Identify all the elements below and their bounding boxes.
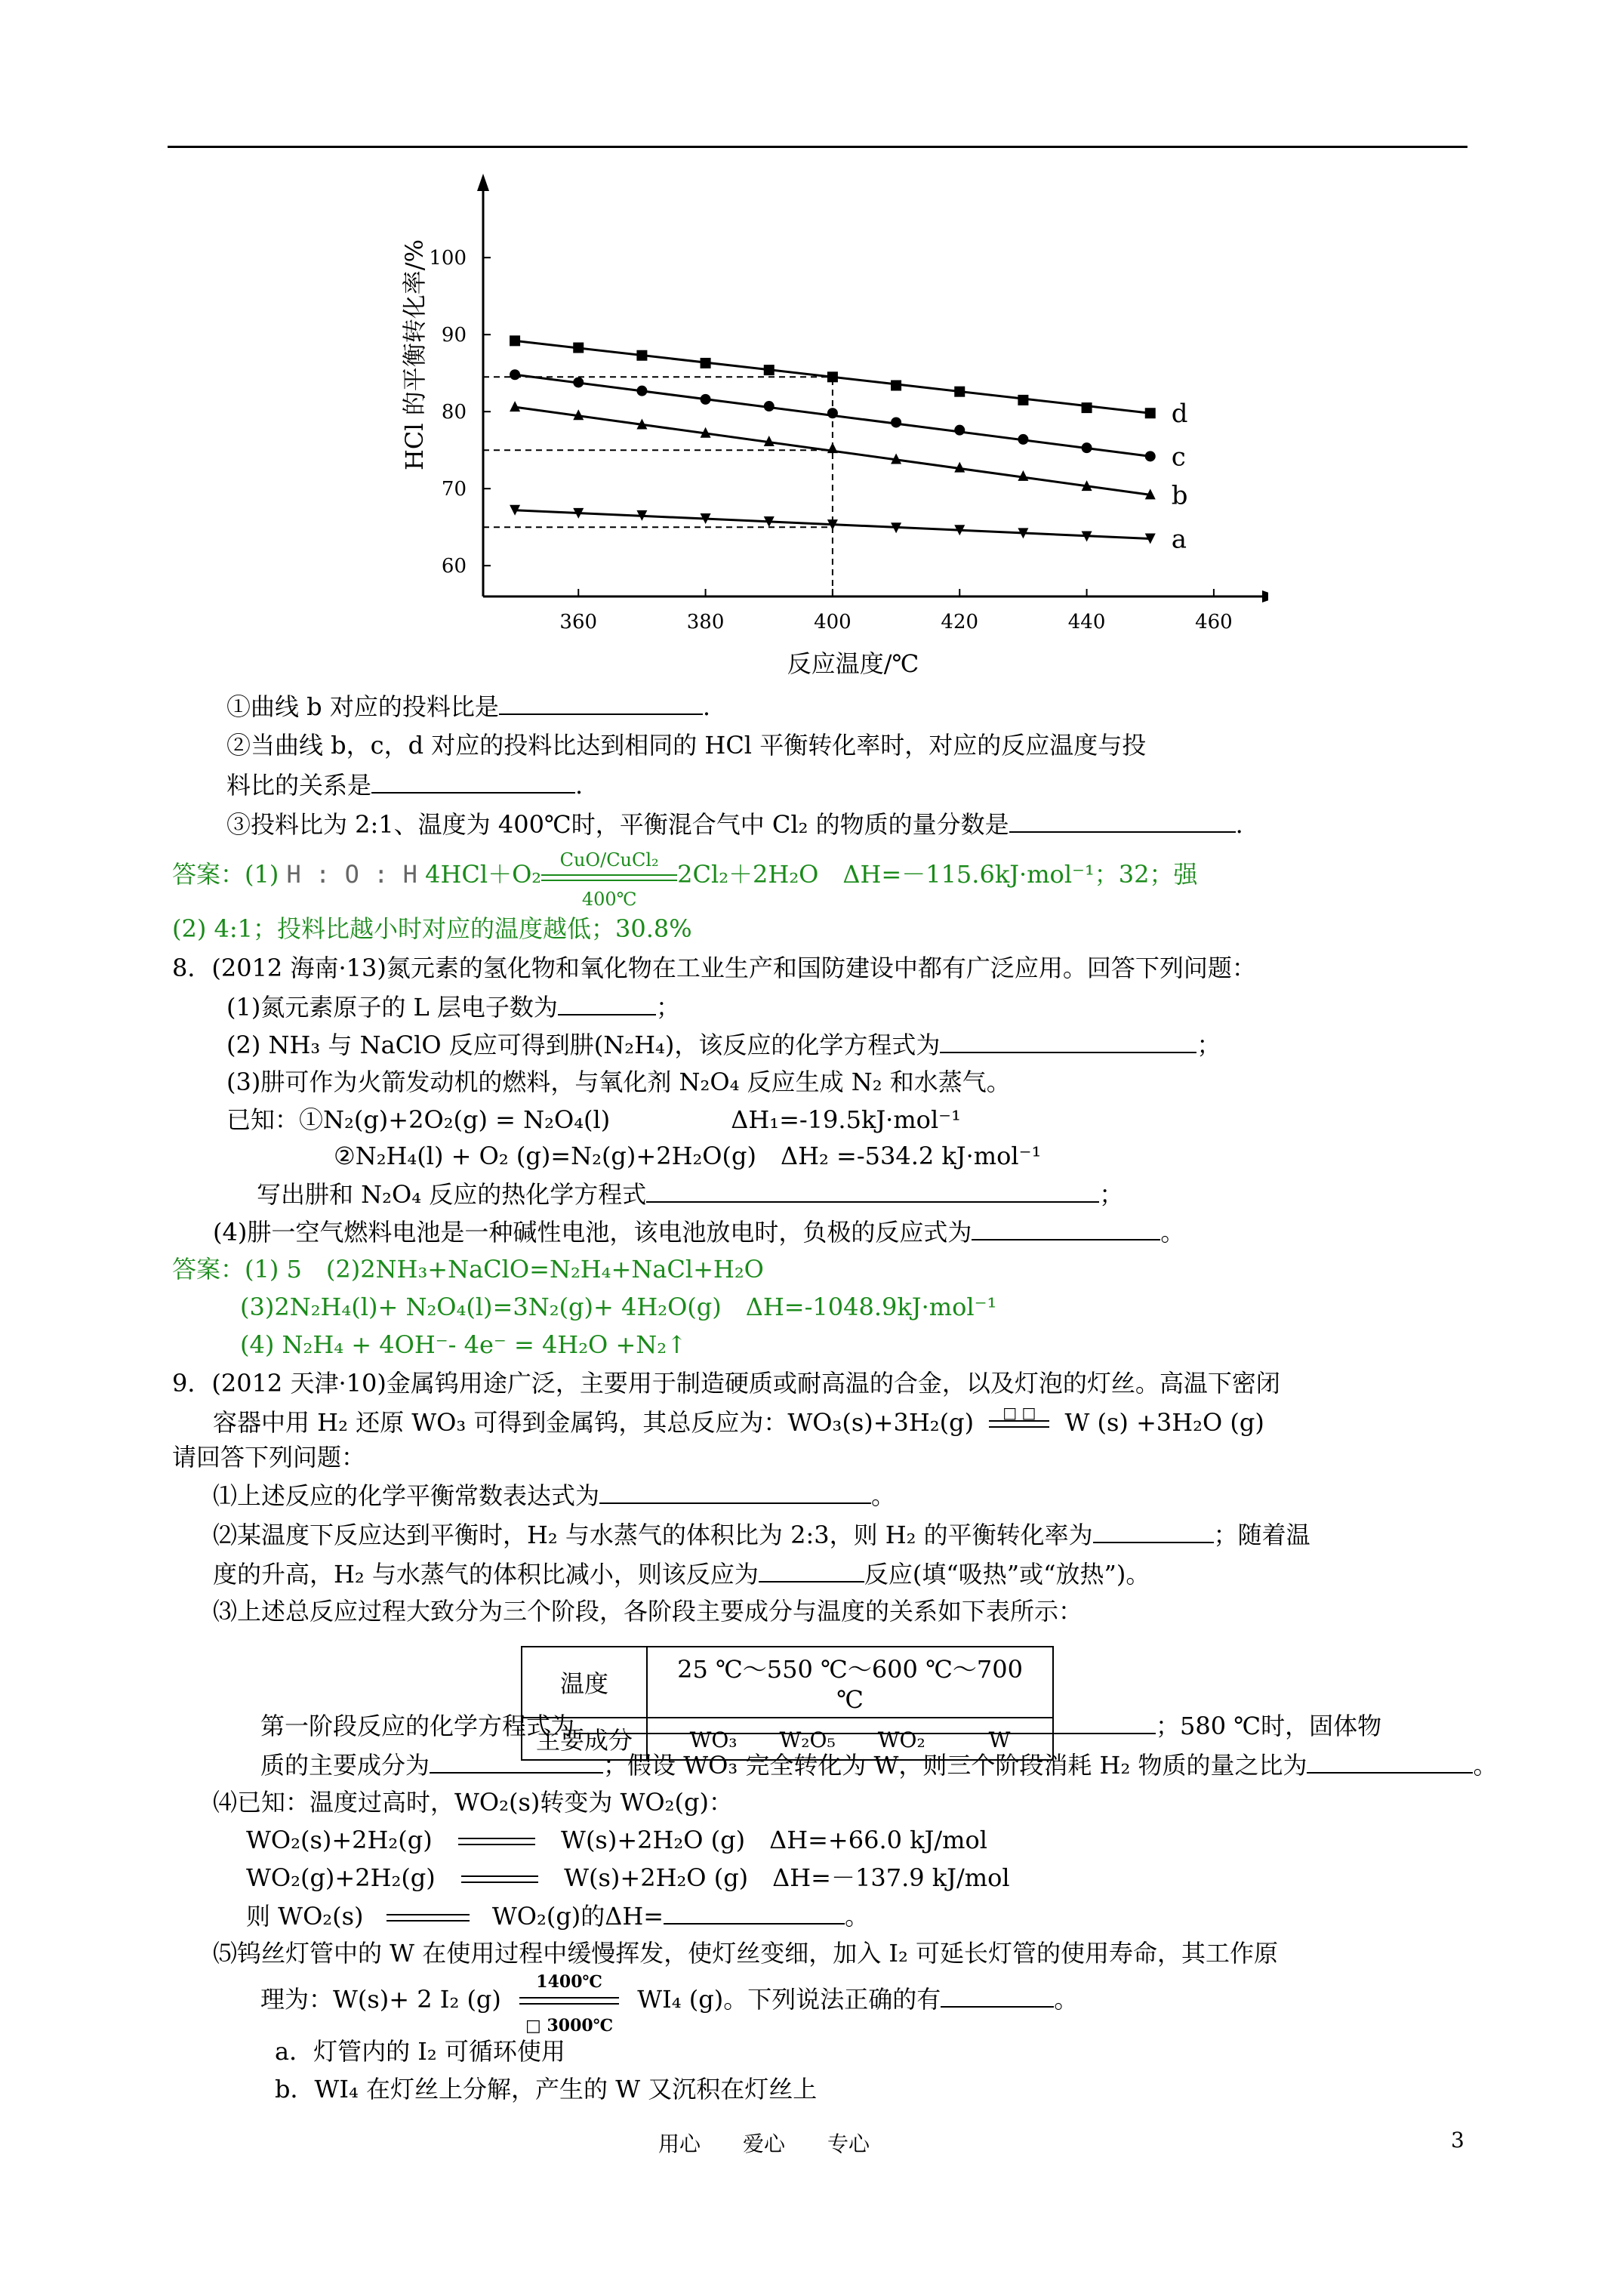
- question-7-b2b: [226, 769, 583, 800]
- question-8-3: (3)肼可作为火箭发动机的燃料，与氧化剂 N₂O₄ 反应生成 N₂ 和水蒸气。: [226, 1068, 1011, 1096]
- data-point-c: [573, 377, 584, 387]
- answer-blank[interactable]: [759, 1558, 864, 1583]
- answer-blank[interactable]: [499, 691, 703, 715]
- data-point-d: [1145, 408, 1156, 418]
- option-b: b．WI₄ 在灯丝上分解，产生的 W 又沉积在灯丝上: [275, 2075, 818, 2103]
- y-axis-arrow: [477, 174, 489, 191]
- punct: .: [1235, 810, 1243, 839]
- y-axis-label: HCl 的平衡转化率/%: [400, 239, 429, 470]
- chart-ticks: [429, 247, 1232, 633]
- answer-7-line1: [172, 849, 1198, 910]
- question-text: 料比的关系是: [226, 771, 372, 800]
- x-tick-label: 380: [686, 611, 725, 633]
- footer-motto: 用心 爱心 专心: [658, 2131, 870, 2156]
- question-8-known1: 已知：①N₂(g)+2O₂(g) = N₂O₄(l) ΔH₁=-19.5kJ·mol⁻¹: [226, 1105, 961, 1134]
- question-9-2a: ⑵某温度下反应达到平衡时，H₂ 与水蒸气的体积比为 2:3，则 H₂ 的平衡转化率为 ；随着温: [213, 1521, 1310, 1549]
- data-point-d: [636, 350, 647, 361]
- answer-7-line2: (2) 4:1；投料比越小时对应的温度越低；30.8%: [172, 914, 692, 943]
- equilibrium-arrow: [371, 1903, 485, 1934]
- question-8-write: 写出肼和 N₂O₄ 反应的热化学方程式 ；: [257, 1180, 1124, 1209]
- answer-blank[interactable]: [972, 1216, 1160, 1240]
- equilibrium-arrow: □ □: [981, 1410, 1057, 1440]
- data-point-d: [510, 335, 520, 346]
- data-point-b: [1018, 470, 1028, 481]
- x-tick-label: 440: [1067, 611, 1106, 633]
- answer-blank[interactable]: [1093, 1519, 1214, 1543]
- question-9-4: ⑷已知：温度过高时，WO₂(s)转变为 WO₂(g)：: [213, 1788, 733, 1817]
- reaction-condition: CuO/CuCl₂ 400℃: [541, 861, 677, 892]
- answer-blank[interactable]: [1009, 809, 1236, 833]
- answer-blank[interactable]: [646, 1179, 1099, 1203]
- data-point-d: [954, 387, 965, 397]
- data-point-d: [573, 343, 584, 353]
- table-row: [522, 1647, 1053, 1718]
- equilibrium-arrow: [443, 1865, 556, 1895]
- table-cell: WO₃ W₂O₅ WO₂ W: [647, 1718, 1053, 1760]
- question-9-title: 9．(2012 天津·10)金属钨用途广泛，主要用于制造硬质或耐高温的合金，以及灯泡的灯丝。高温下密闭: [172, 1369, 1280, 1398]
- question-text: ①曲线 b 对应的投料比是: [226, 692, 499, 721]
- question-7-b3: [226, 809, 1243, 840]
- question-9-1: ⑴上述反应的化学平衡常数表达式为 。: [213, 1481, 896, 1510]
- reaction-condition-arrow: $\frac{1400℃}{□ 3000℃}$: [509, 1986, 630, 2017]
- answer-blank[interactable]: [599, 1480, 871, 1504]
- data-point-b: [510, 401, 520, 411]
- data-point-c: [1018, 434, 1028, 445]
- series-label-b: b: [1171, 480, 1188, 511]
- table-cell: 温度: [522, 1647, 647, 1718]
- y-tick-label: 70: [441, 478, 467, 501]
- question-8-1: (1)氮元素原子的 L 层电子数为 ；: [226, 993, 680, 1022]
- data-point-c: [636, 386, 647, 396]
- answer-label: 答案：(1): [172, 860, 279, 889]
- punct: .: [575, 771, 584, 800]
- data-point-d: [891, 381, 901, 391]
- data-point-c: [701, 394, 711, 405]
- data-point-d: [701, 358, 711, 368]
- punct: .: [702, 692, 711, 721]
- question-8-2: (2) NH₃ 与 NaClO 反应可得到肼(N₂H₄)，该反应的化学方程式为 ；: [226, 1031, 1221, 1059]
- question-9-5b: 理为：W(s)+ 2 I₂ (g) $\frac{1400℃}{□ 3000℃}$ WI₄ (g)。下列说法正确的有 。: [260, 1971, 1079, 2036]
- answer-blank[interactable]: [941, 1983, 1054, 2008]
- y-tick-label: 90: [441, 324, 467, 347]
- x-axis-arrow: [1262, 590, 1268, 603]
- question-9-3a: 第一阶段反应的化学方程式为 ；580 ℃时，固体物: [260, 1712, 1382, 1740]
- question-9-4-eq2: WO₂(g)+2H₂(g) W(s)+2H₂O (g) ΔH=－137.9 kJ/mol: [246, 1863, 1010, 1895]
- series-label-a: a: [1171, 524, 1187, 555]
- data-point-d: [1082, 402, 1092, 413]
- water-electron-formula: H : O : H: [286, 860, 417, 889]
- series-label-c: c: [1171, 442, 1186, 473]
- y-tick-label: 60: [441, 555, 467, 578]
- y-tick-label: 80: [441, 401, 467, 424]
- answer-8-line3: (3)2N₂H₄(l)+ N₂O₄(l)=3N₂(g)+ 4H₂O(g) ΔH=-1048.9kJ·mol⁻¹: [240, 1293, 997, 1321]
- answer-blank[interactable]: [664, 1900, 845, 1925]
- question-8-known2: ②N₂H₄(l) + O₂ (g)=N₂(g)+2H₂O(g) ΔH₂ =-534.2 kJ·mol⁻¹: [334, 1142, 1042, 1170]
- table-cell: 主要成分: [522, 1718, 647, 1760]
- x-tick-label: 360: [559, 611, 598, 633]
- answer-blank[interactable]: [430, 1749, 603, 1774]
- equation-left: 4HCl＋O₂: [425, 860, 542, 889]
- data-point-c: [1145, 451, 1156, 461]
- answer-blank[interactable]: [940, 1029, 1196, 1053]
- question-9-4-eq3: 则 WO₂(s) WO₂(g)的ΔH= 。: [246, 1900, 869, 1934]
- table-cell: 25 ℃～550 ℃～600 ℃～700 ℃: [647, 1647, 1053, 1718]
- data-point-d: [1018, 395, 1028, 405]
- question-9-5a: ⑸钨丝灯管中的 W 在使用过程中缓慢挥发，使灯丝变细，加入 I₂ 可延长灯管的使用寿命，其工作原: [213, 1939, 1279, 1968]
- answer-blank[interactable]: [574, 1710, 1156, 1734]
- data-point-c: [510, 369, 520, 380]
- series-label-d: d: [1171, 399, 1188, 430]
- question-8-4: (4)肼一空气燃料电池是一种碱性电池，该电池放电时，负极的反应式为 。: [213, 1218, 1185, 1247]
- data-point-c: [1082, 442, 1092, 453]
- x-axis-label: 反应温度/℃: [787, 649, 919, 678]
- x-tick-label: 460: [1195, 611, 1233, 633]
- equilibrium-arrow: [440, 1827, 553, 1857]
- x-tick-label: 420: [941, 611, 979, 633]
- data-point-d: [827, 371, 838, 382]
- question-9-line2: 容器中用 H₂ 还原 WO₃ 可得到金属钨，其总反应为：WO₃(s)+3H₂(g) □ □ W (s) +3H₂O (g): [213, 1407, 1264, 1440]
- answer-blank[interactable]: [558, 991, 656, 1015]
- option-a: a．灯管内的 I₂ 可循环使用: [275, 2037, 565, 2066]
- equation-right: 2Cl₂＋2H₂O ΔH=－115.6kJ·mol⁻¹；32；强: [677, 860, 1198, 889]
- question-text: ③投料比为 2:1、温度为 400℃时，平衡混合气中 Cl₂ 的物质的量分数是: [226, 810, 1009, 839]
- data-point-c: [954, 425, 965, 436]
- page-number: 3: [1451, 2128, 1464, 2153]
- question-9-3b: 质的主要成分为 ；假设 WO₃ 完全转化为 W，则三个阶段消耗 H₂ 物质的量之比为 。: [260, 1751, 1498, 1780]
- question-9-3: ⑶上述总反应过程大致分为三个阶段，各阶段主要成分与温度的关系如下表所示：: [213, 1597, 1083, 1626]
- answer-8-line1: 答案：(1) 5 (2)2NH₃+NaClO=N₂H₄+NaCl+H₂O: [172, 1255, 764, 1284]
- question-9-4-eq1: WO₂(s)+2H₂(g) W(s)+2H₂O (g) ΔH=+66.0 kJ/mol: [246, 1825, 987, 1857]
- data-point-c: [764, 401, 775, 411]
- answer-blank[interactable]: [1307, 1749, 1473, 1774]
- question-7-b1: [226, 691, 710, 722]
- x-tick-label: 400: [814, 611, 852, 633]
- data-point-d: [764, 365, 775, 375]
- data-point-c: [827, 408, 838, 418]
- y-tick-label: 100: [429, 247, 467, 270]
- question-9-ask: 请回答下列问题：: [172, 1443, 366, 1472]
- question-9-2b: 度的升高，H₂ 与水蒸气的体积比减小，则该反应为 反应(填“吸热”或“放热”)。: [213, 1560, 1150, 1589]
- question-7-b2a: ②当曲线 b，c，d 对应的投料比达到相同的 HCl 平衡转化率时，对应的反应温度与投: [226, 731, 1147, 760]
- answer-blank[interactable]: [371, 769, 575, 794]
- hcl-conversion-chart: [362, 166, 1268, 695]
- header-rule: [168, 146, 1467, 148]
- stage-table: [521, 1646, 1054, 1761]
- data-point-c: [891, 417, 901, 427]
- chart-series: [510, 335, 1187, 554]
- question-8-title: 8．(2012 海南·13)氮元素的氢化物和氧化物在工业生产和国防建设中都有广泛应用。回答下列问题：: [172, 954, 1256, 982]
- data-point-b: [827, 442, 838, 453]
- answer-8-line4: (4) N₂H₄ + 4OH⁻- 4e⁻ = 4H₂O +N₂↑: [240, 1330, 687, 1359]
